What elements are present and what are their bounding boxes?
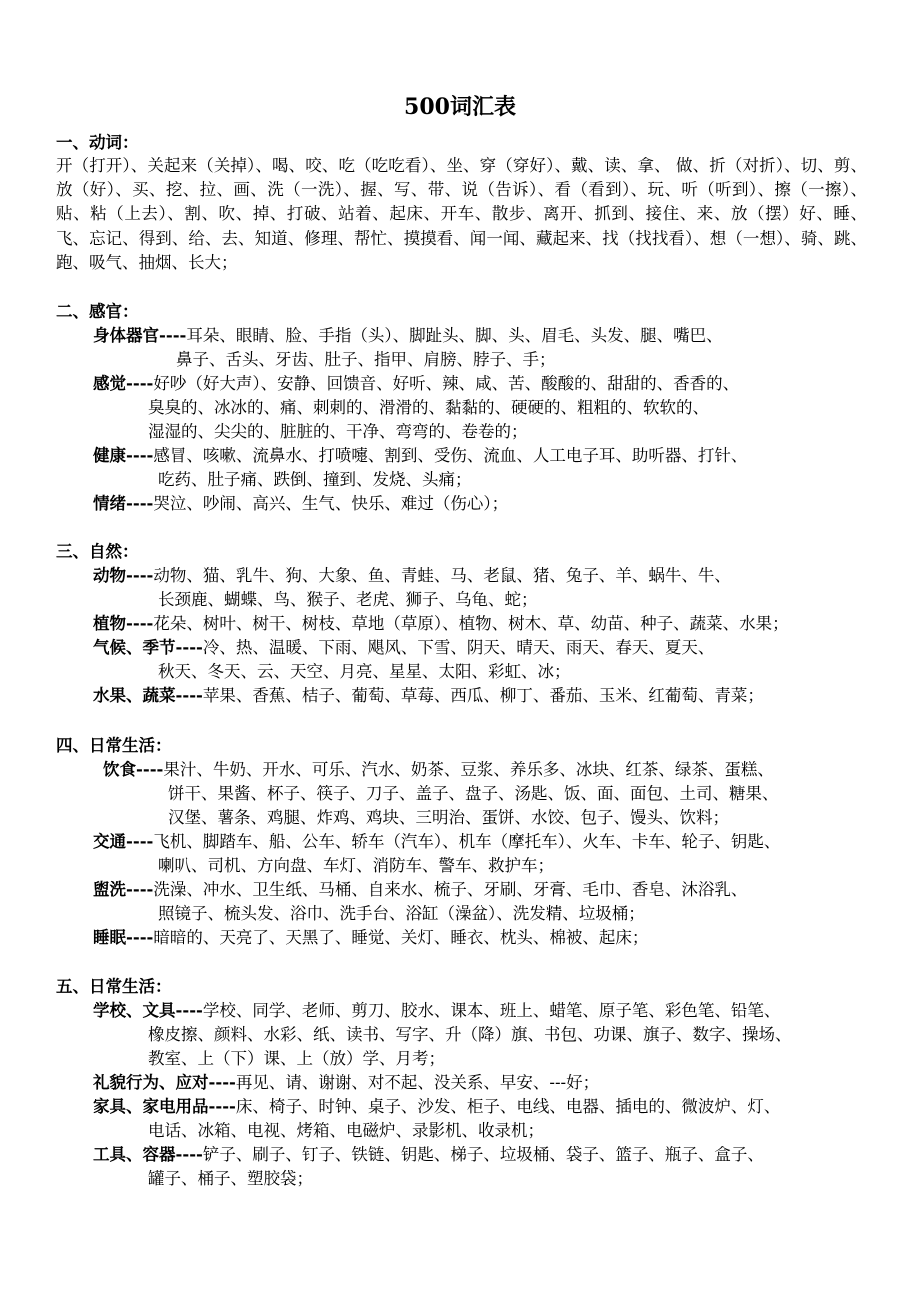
category-line — [93, 999, 780, 1023]
category-line — [93, 878, 747, 902]
section-heading-nature: 三、自然： — [56, 542, 139, 561]
word-list: 好吵（好大声）、安静、回馈音、好听、辣、咸、苦、酸酸的、甜甜的、香香的、 — [153, 374, 740, 393]
word-list: 哭泣、吵闹、高兴、生气、快乐、难过（伤心）； — [153, 494, 509, 513]
word-list: 耳朵、眼睛、脸、手指（头）、脚趾头、脚、头、眉毛、头发、腿、嘴巴、 — [186, 326, 723, 345]
category-line — [93, 926, 648, 950]
word-list: 罐子、桶子、塑胶袋； — [148, 1169, 313, 1188]
word-list: 学校、同学、老师、剪刀、胶水、课本、班上、蜡笔、原子笔、彩色笔、铅笔、 — [202, 1001, 781, 1020]
word-list: 吃药、肚子痛、跌倒、撞到、发烧、头痛； — [158, 470, 472, 489]
category-label: 气候、季节---- — [93, 638, 203, 657]
word-list: 橡皮擦、颜料、水彩、纸、读书、写字、升（降）旗、书包、功课、旗子、数字、操场、 — [148, 1025, 792, 1044]
category-line — [93, 684, 764, 708]
category-label: 工具、容器---- — [93, 1145, 203, 1164]
category-label: 交通---- — [93, 832, 154, 851]
section-heading-daily-life-2: 五、日常生活： — [56, 977, 172, 996]
word-list: 花朵、树叶、树干、树枝、草地（草原）、植物、树木、草、幼苗、种子、蔬菜、水果； — [153, 614, 789, 633]
word-list: 饼干、果酱、杯子、筷子、刀子、盖子、盘子、汤匙、饭、面、面包、土司、糖果、 — [168, 784, 779, 803]
category-label: 身体器官---- — [93, 326, 187, 345]
word-list: 电话、冰箱、电视、烤箱、电磁炉、录影机、收录机； — [148, 1121, 544, 1140]
category-label: 感觉---- — [93, 374, 154, 393]
category-line — [93, 830, 780, 854]
word-list: 飞机、脚踏车、船、公车、轿车（汽车）、机车（摩托车）、火车、卡车、轮子、钥匙、 — [153, 832, 781, 851]
category-line — [93, 636, 714, 660]
verbs-paragraph: 开（打开）、关起来（关掉）、喝、咬、吃（吃吃看）、坐、穿（穿好）、戴、读、拿、 做、折（对折）、切、剪、放（好）、买、挖、拉、画、洗（一洗）、握、写、带、说（告诉）、看（看到）、玩、听（听到）、擦（一擦）、贴、粘（上去）、割、吹、掉、打破、站着、起床、开车、散步、离开、抓到、接住、来、放（摆）好、睡、飞、忘记、得到、给、去、知道、修理、帮忙、摸摸看、闻一闻、藏起来、找（找找看）、想（一想）、骑、跳、跑、吸气、抽烟、长大； — [56, 156, 867, 272]
category-line — [93, 444, 747, 468]
word-list: 教室、上（下）课、上（放）学、月考； — [148, 1049, 445, 1068]
word-list: 湿湿的、尖尖的、脏脏的、干净、弯弯的、卷卷的； — [148, 422, 528, 441]
word-list: 照镜子、梳头发、浴巾、洗手台、浴缸（澡盆）、洗发精、垃圾桶； — [158, 904, 645, 923]
word-list: 床、椅子、时钟、桌子、沙发、柜子、电线、电器、插电的、微波炉、灯、 — [235, 1097, 781, 1116]
category-line — [93, 372, 739, 396]
category-line — [93, 1143, 764, 1167]
category-line — [93, 1095, 780, 1119]
category-label: 睡眠---- — [93, 928, 154, 947]
section-heading-verbs: 一、动词： — [56, 133, 139, 152]
category-line — [93, 492, 508, 516]
word-list: 喇叭、司机、方向盘、车灯、消防车、警车、救护车； — [158, 856, 554, 875]
word-list: 再见、请、谢谢、对不起、没关系、早安、---好； — [235, 1073, 600, 1092]
category-label: 饮食---- — [103, 760, 164, 779]
category-label: 情绪---- — [93, 494, 154, 513]
category-label: 盥洗---- — [93, 880, 154, 899]
word-list: 果汁、牛奶、开水、可乐、汽水、奶茶、豆浆、养乐多、冰块、红茶、绿茶、蛋糕、 — [163, 760, 774, 779]
word-list: 铲子、刷子、钉子、铁链、钥匙、梯子、垃圾桶、袋子、篮子、瓶子、盒子、 — [202, 1145, 764, 1164]
word-list: 洗澡、冲水、卫生纸、马桶、自来水、梳子、牙刷、牙膏、毛巾、香皂、沐浴乳、 — [153, 880, 748, 899]
section-heading-senses: 二、感官： — [56, 302, 139, 321]
category-label: 植物---- — [93, 614, 154, 633]
word-list: 臭臭的、冰冰的、痛、刺刺的、滑滑的、黏黏的、硬硬的、粗粗的、软软的、 — [148, 398, 709, 417]
category-line — [93, 1071, 599, 1095]
category-line — [93, 324, 723, 348]
section-heading-daily-life: 四、日常生活： — [56, 736, 172, 755]
word-list: 长颈鹿、蝴蝶、鸟、猴子、老虎、狮子、乌龟、蛇； — [158, 590, 538, 609]
category-label: 学校、文具---- — [93, 1001, 203, 1020]
word-list: 冷、热、温暖、下雨、飓风、下雪、阴天、晴天、雨天、春天、夏天、 — [202, 638, 715, 657]
category-label: 水果、蔬菜---- — [93, 686, 203, 705]
word-list: 感冒、咳嗽、流鼻水、打喷嚏、割到、受伤、流血、人工电子耳、助听器、打针、 — [153, 446, 748, 465]
category-label: 健康---- — [93, 446, 154, 465]
page-title: 500词汇表 — [404, 94, 516, 120]
word-list: 秋天、冬天、云、天空、月亮、星星、太阳、彩虹、冰； — [158, 662, 571, 681]
category-label: 家具、家电用品---- — [93, 1097, 236, 1116]
category-label: 礼貌行为、应对---- — [93, 1073, 236, 1092]
word-list: 动物、猫、乳牛、狗、大象、鱼、青蛙、马、老鼠、猪、兔子、羊、蜗牛、牛、 — [153, 566, 731, 585]
word-list: 暗暗的、天亮了、天黑了、睡觉、关灯、睡衣、枕头、棉被、起床； — [153, 928, 649, 947]
word-list: 鼻子、舌头、牙齿、肚子、指甲、肩膀、脖子、手； — [176, 350, 556, 369]
word-list: 汉堡、薯条、鸡腿、炸鸡、鸡块、三明治、蛋饼、水饺、包子、馒头、饮料； — [168, 808, 729, 827]
category-line — [103, 758, 774, 782]
category-line — [93, 612, 789, 636]
category-label: 动物---- — [93, 566, 154, 585]
category-line — [93, 564, 731, 588]
word-list: 苹果、香蕉、桔子、葡萄、草莓、西瓜、柳丁、番茄、玉米、红葡萄、青菜； — [202, 686, 764, 705]
